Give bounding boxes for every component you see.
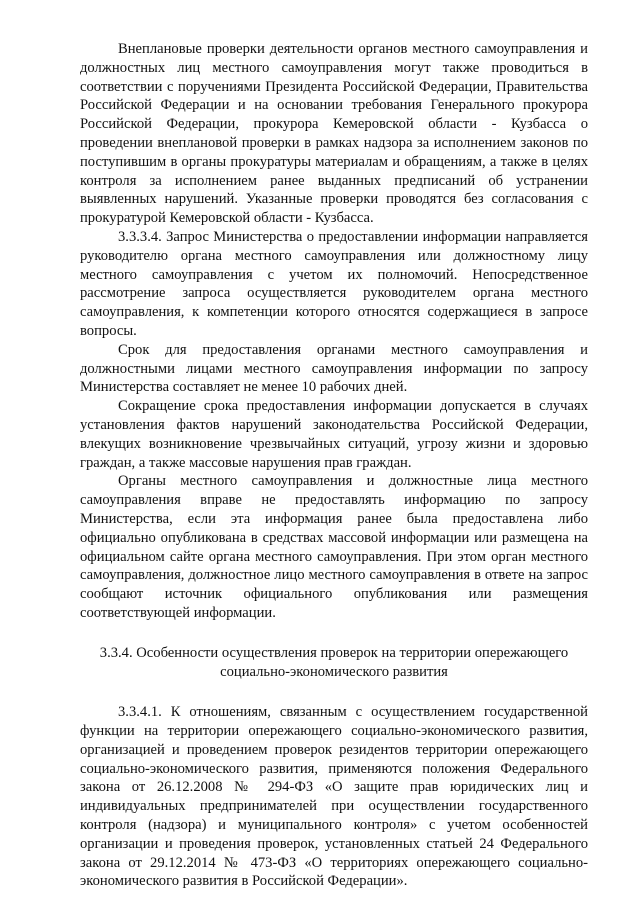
paragraph-unscheduled-inspections: Внеплановые проверки деятельности органов местного самоуправления и должностных лиц местного самоуправления могут также проводиться в соответствии с поручениями Президента Российской Федерации, Правительства Российской Федерации и на основании требования Генерального прокурора Российской Федерации, прокурора Кемеровской области - Кузбасса о проведении внеплановой проверки в рамках надзора за исполнением законов по поступившим в органы прокуратуры материалам и обращениям, а также в целях контроля за исполнением ранее выданных предписаний об устранении выявленных нарушений. Указанные проверки проводятся без согласования с прокуратурой Кемеровской области - Кузбасса. xyxy=(80,41,588,227)
paragraph-right-not-to-provide: Органы местного самоуправления и должностные лица местного самоуправления вправе не предоставлять информацию по запросу Министерства, если эта информация ранее была предоставлена либо официально опубликована в средствах массовой информации или размещена на официальном сайте органа местного самоуправления. При этом орган местного самоуправления, должностное лицо местного самоуправления в ответе на запрос сообщают источник официального опубликования или размещения соответствующей информации. xyxy=(80,473,588,621)
paragraph-3-3-3-4-ministry-request: 3.3.3.4. Запрос Министерства о предоставлении информации направляется руководителю органа местного самоуправления или должностному лицу местного самоуправления с учетом их полномочий. Непосредственное рассмотрение запроса осуществляется руководителем органа местного самоуправления, к компетенции которого относятся содержащиеся в запросе вопросы. xyxy=(80,228,588,339)
paragraph-deadline-reduction: Сокращение срока предоставления информации допускается в случаях установления фактов нарушений законодательства Российской Федерации, влекущих возникновение чрезвычайных ситуаций, угрозу жизни и здоровью граждан, а также массовые нарушения прав граждан. xyxy=(80,398,588,471)
section-heading-3-3-4 xyxy=(80,644,588,682)
section-heading-line-2: социально-экономического развития xyxy=(220,663,448,680)
section-heading-line-1: 3.3.4. Особенности осуществления проверок на территории опережающего xyxy=(99,644,569,661)
paragraph-response-deadline: Срок для предоставления органами местного самоуправления и должностными лицами местного самоуправления информации по запросу Министерства составляет не менее 10 рабочих дней. xyxy=(80,341,588,396)
paragraph-3-3-4-1-advanced-development-territory: 3.3.4.1. К отношениям, связанным с осуществлением государственной функции на территории опережающего социально-экономического развития, организацией и проведением проверок резидентов территории опережающего социально-экономического развития, применяются положения Федерального закона от 26.12.2008 № 294-ФЗ «О защите прав юридических лиц и индивидуальных предпринимателей при осуществлении государственного контроля (надзора) и муниципального контроля» с учетом особенностей организации и проведения проверок, установленных статьей 24 Федерального закона от 29.12.2014 № 473-ФЗ «О территориях опережающего социально-экономического развития в Российской Федерации». xyxy=(80,704,588,890)
document-page xyxy=(80,40,588,891)
